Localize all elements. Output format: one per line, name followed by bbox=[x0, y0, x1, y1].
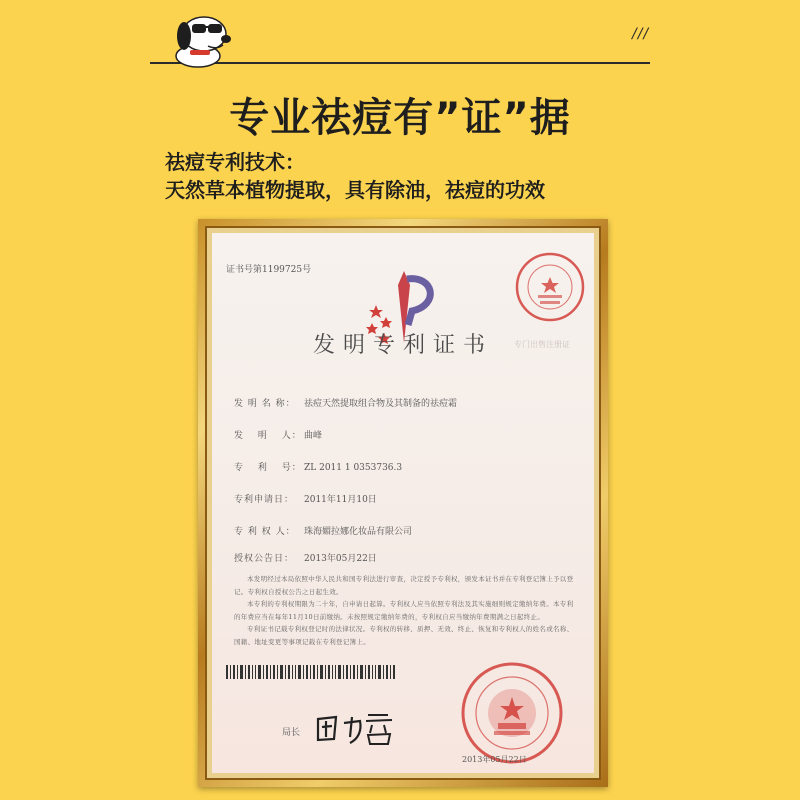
field-patent-number bbox=[234, 460, 402, 473]
snoopy-mascot-icon bbox=[168, 6, 238, 68]
body-paragraph: 专利证书记载专利权登记时的法律状况。专利权的转移、质押、无效、终止、恢复和专利权人的姓名或名称、国籍、地址变更等事项记载在专利登记簿上。 bbox=[234, 625, 574, 646]
field-value: 曲峰 bbox=[304, 431, 323, 441]
certificate-title: 发明专利证书 bbox=[312, 333, 493, 358]
body-paragraph: 本专利的专利权期限为二十年，自申请日起算。专利权人应当依照专利法及其实施细则规定缴纳年费。本专利的年费应当在每年11月10日前缴纳。未按照规定缴纳年费的，专利权自应当缴纳年费期满之日起终止。 bbox=[234, 600, 574, 621]
patent-office-seal-icon bbox=[514, 251, 586, 323]
patent-certificate bbox=[212, 233, 594, 773]
field-label: 专 利 号： bbox=[234, 463, 302, 473]
state-ipo-seal-icon bbox=[460, 661, 564, 765]
certificate-number: 证书号第1199725号 bbox=[226, 265, 312, 275]
certificate-body bbox=[234, 573, 574, 648]
subheading-line-1: 祛痘专利技术： bbox=[165, 150, 305, 174]
field-label: 专利申请日： bbox=[234, 495, 295, 505]
field-label: 发 明 人： bbox=[234, 431, 302, 441]
field-value: 珠海媚拉娜化妆品有限公司 bbox=[304, 527, 413, 537]
field-application-date bbox=[234, 492, 377, 505]
director-signature-icon bbox=[312, 707, 402, 747]
field-grant-date bbox=[234, 551, 377, 564]
decorative-slashes: /// bbox=[632, 26, 650, 42]
field-patentee bbox=[234, 524, 412, 537]
barcode-icon bbox=[226, 665, 396, 679]
field-value: ZL 2011 1 0353736.3 bbox=[304, 463, 403, 473]
field-label: 授权公告日： bbox=[234, 554, 295, 564]
field-label: 专 利 权 人： bbox=[234, 527, 296, 537]
field-invention-name bbox=[234, 396, 457, 409]
page-headline: 专业祛痘有”证”据 bbox=[229, 95, 571, 141]
field-value: 2011年11月10日 bbox=[304, 495, 377, 505]
field-label: 发 明 名 称： bbox=[234, 399, 296, 409]
seal-date: 2013年05月22日 bbox=[462, 755, 527, 764]
subheading-line-2: 天然草本植物提取，具有除油，祛痘的功效 bbox=[165, 178, 545, 202]
field-inventor bbox=[234, 428, 322, 441]
field-value: 2013年05月22日 bbox=[304, 554, 377, 564]
field-value: 祛痘天然提取组合物及其制备的祛痘霜 bbox=[304, 399, 458, 409]
watermark-text: 专门出售注册证 bbox=[514, 340, 570, 349]
certificate-frame bbox=[198, 219, 608, 787]
director-label: 局长 bbox=[282, 728, 301, 738]
body-paragraph: 本发明经过本局依照中华人民共和国专利法进行审查，决定授予专利权，颁发本证书并在专利登记簿上予以登记。专利权自授权公告之日起生效。 bbox=[234, 575, 574, 596]
